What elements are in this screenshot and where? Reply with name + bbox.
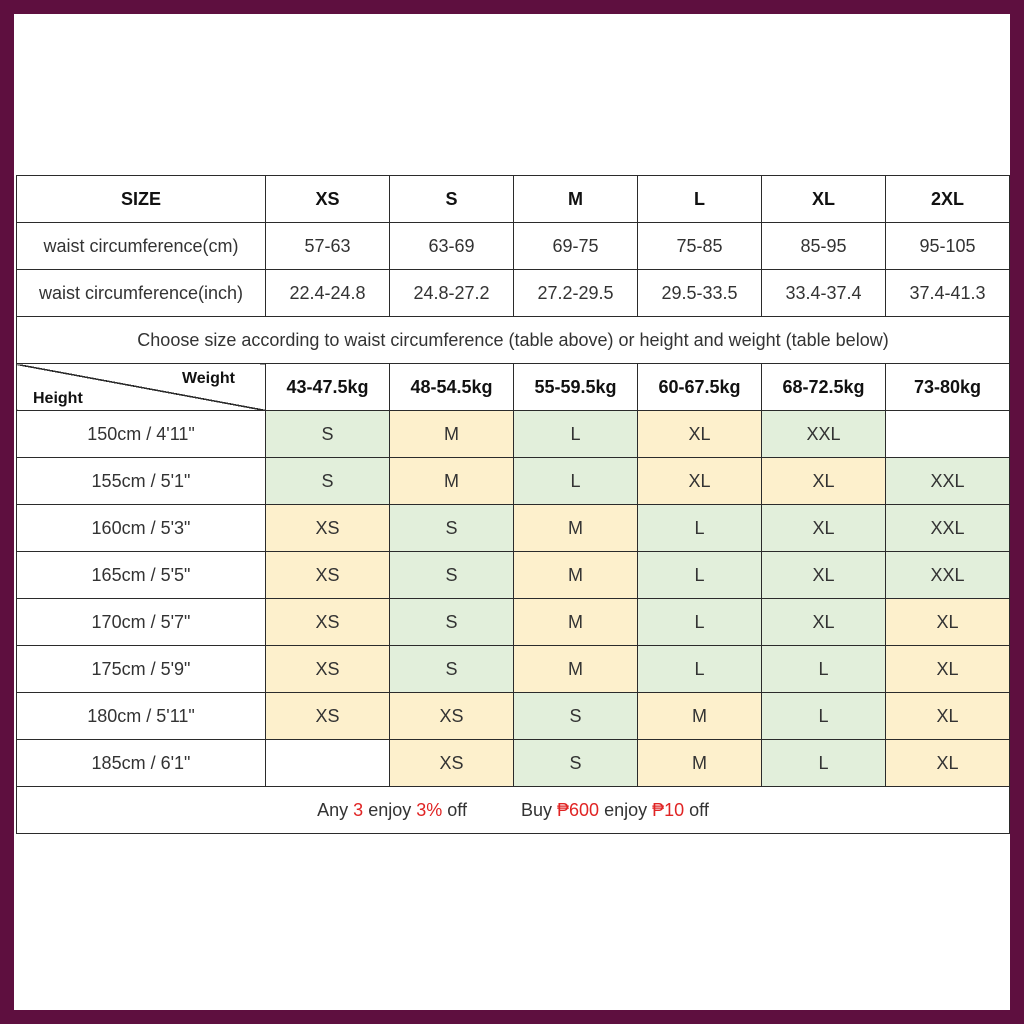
size-selection-note: Choose size according to waist circumference (table above) or height and weight (table below)	[17, 317, 1010, 364]
recommended-size-cell: M	[638, 740, 762, 787]
size-chart-table	[16, 175, 1010, 834]
recommended-size-cell: XS	[266, 552, 390, 599]
weight-range: 73-80kg	[886, 364, 1010, 411]
recommended-size-cell: M	[514, 505, 638, 552]
recommended-size-cell: XS	[390, 693, 514, 740]
waist-cm-value: 75-85	[638, 223, 762, 270]
promo-row	[17, 787, 1010, 834]
height-label: 170cm / 5'7"	[17, 599, 266, 646]
promo-any-prefix: Any	[317, 799, 354, 820]
promo-buy-suffix: off	[684, 799, 709, 820]
weight-header-row	[17, 364, 1010, 411]
promo-quantity: 3	[353, 799, 364, 820]
size-header-row	[17, 176, 1010, 223]
promo-buy-prefix: Buy	[520, 799, 558, 820]
recommended-size-cell: S	[514, 740, 638, 787]
recommended-size-cell	[886, 411, 1010, 458]
recommended-size-cell: XL	[638, 411, 762, 458]
recommended-size-cell: S	[266, 411, 390, 458]
recommended-size-cell: L	[638, 552, 762, 599]
height-weight-body	[17, 411, 1010, 787]
size-header-xs: XS	[266, 176, 390, 223]
waist-inch-value: 24.8-27.2	[390, 270, 514, 317]
height-label: 175cm / 5'9"	[17, 646, 266, 693]
recommended-size-cell: XL	[762, 458, 886, 505]
recommended-size-cell: L	[762, 740, 886, 787]
waist-inch-value: 22.4-24.8	[266, 270, 390, 317]
weight-range: 68-72.5kg	[762, 364, 886, 411]
height-label: 155cm / 5'1"	[17, 458, 266, 505]
weight-range: 60-67.5kg	[638, 364, 762, 411]
recommended-size-cell: XXL	[886, 458, 1010, 505]
size-header-xl: XL	[762, 176, 886, 223]
recommended-size-cell	[266, 740, 390, 787]
waist-cm-value: 85-95	[762, 223, 886, 270]
height-row	[17, 599, 1010, 646]
weight-range: 55-59.5kg	[514, 364, 638, 411]
promo-discount: ₱10	[652, 799, 685, 820]
height-label: 150cm / 4'11"	[17, 411, 266, 458]
size-header-m: M	[514, 176, 638, 223]
waist-cm-value: 63-69	[390, 223, 514, 270]
recommended-size-cell: S	[390, 552, 514, 599]
waist-cm-value: 69-75	[514, 223, 638, 270]
waist-inch-value: 27.2-29.5	[514, 270, 638, 317]
size-header-s: S	[390, 176, 514, 223]
height-row	[17, 693, 1010, 740]
recommended-size-cell: S	[514, 693, 638, 740]
promo-any-mid: enjoy	[363, 799, 417, 820]
row-label: waist circumference(cm)	[17, 223, 266, 270]
recommended-size-cell: L	[762, 646, 886, 693]
recommended-size-cell: XL	[886, 693, 1010, 740]
recommended-size-cell: XL	[886, 599, 1010, 646]
height-label: 180cm / 5'11"	[17, 693, 266, 740]
recommended-size-cell: XL	[762, 599, 886, 646]
height-weight-corner	[17, 364, 266, 411]
weight-range: 48-54.5kg	[390, 364, 514, 411]
recommended-size-cell: M	[514, 646, 638, 693]
recommended-size-cell: M	[390, 458, 514, 505]
recommended-size-cell: XS	[266, 693, 390, 740]
recommended-size-cell: S	[390, 599, 514, 646]
recommended-size-cell: L	[762, 693, 886, 740]
weight-range: 43-47.5kg	[266, 364, 390, 411]
row-label: waist circumference(inch)	[17, 270, 266, 317]
recommended-size-cell: M	[390, 411, 514, 458]
waist-inch-value: 37.4-41.3	[886, 270, 1010, 317]
weight-label: Weight	[181, 370, 235, 387]
recommended-size-cell: XL	[762, 552, 886, 599]
recommended-size-cell: M	[638, 693, 762, 740]
recommended-size-cell: XL	[762, 505, 886, 552]
recommended-size-cell: XL	[886, 646, 1010, 693]
recommended-size-cell: M	[514, 599, 638, 646]
height-label: 160cm / 5'3"	[17, 505, 266, 552]
waist-inch-value: 33.4-37.4	[762, 270, 886, 317]
recommended-size-cell: L	[638, 505, 762, 552]
recommended-size-cell: XS	[266, 505, 390, 552]
height-row	[17, 646, 1010, 693]
recommended-size-cell: S	[266, 458, 390, 505]
height-label: Height	[33, 390, 83, 407]
recommended-size-cell: L	[514, 411, 638, 458]
waist-inch-row	[17, 270, 1010, 317]
note-row	[17, 317, 1010, 364]
promo-amount: ₱600	[557, 799, 600, 820]
size-header-l: L	[638, 176, 762, 223]
height-row	[17, 552, 1010, 599]
recommended-size-cell: XXL	[886, 505, 1010, 552]
waist-cm-row	[17, 223, 1010, 270]
height-row	[17, 740, 1010, 787]
recommended-size-cell: M	[514, 552, 638, 599]
promo-any-suffix: off	[442, 799, 467, 820]
recommended-size-cell: XL	[638, 458, 762, 505]
recommended-size-cell: XS	[266, 599, 390, 646]
promo-text	[17, 787, 1010, 834]
recommended-size-cell: S	[390, 646, 514, 693]
height-row	[17, 458, 1010, 505]
height-label: 185cm / 6'1"	[17, 740, 266, 787]
recommended-size-cell: L	[638, 599, 762, 646]
waist-cm-value: 95-105	[886, 223, 1010, 270]
recommended-size-cell: XXL	[886, 552, 1010, 599]
recommended-size-cell: XS	[266, 646, 390, 693]
height-row	[17, 411, 1010, 458]
recommended-size-cell: L	[638, 646, 762, 693]
waist-cm-value: 57-63	[266, 223, 390, 270]
recommended-size-cell: XXL	[762, 411, 886, 458]
recommended-size-cell: L	[514, 458, 638, 505]
promo-buy-mid: enjoy	[599, 799, 653, 820]
size-header-2xl: 2XL	[886, 176, 1010, 223]
recommended-size-cell: XS	[390, 740, 514, 787]
height-row	[17, 505, 1010, 552]
size-header-label: SIZE	[17, 176, 266, 223]
height-label: 165cm / 5'5"	[17, 552, 266, 599]
promo-percent: 3%	[416, 799, 443, 820]
recommended-size-cell: S	[390, 505, 514, 552]
waist-inch-value: 29.5-33.5	[638, 270, 762, 317]
recommended-size-cell: XL	[886, 740, 1010, 787]
